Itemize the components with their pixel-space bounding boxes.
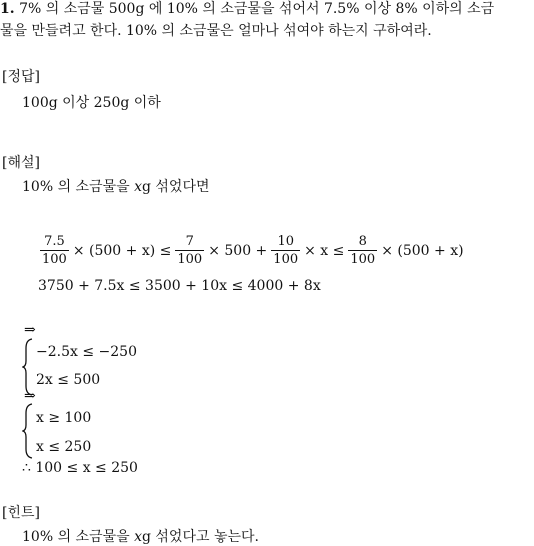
fraction-3: [271, 234, 300, 267]
fraction-3-num: 10: [271, 234, 300, 251]
fraction-4: [348, 234, 377, 267]
case-2a: x ≥ 100: [36, 410, 92, 426]
fraction-1-num: 7.5: [40, 234, 69, 251]
implies-arrow-1: ⇒: [24, 322, 36, 338]
solution-intro: [22, 176, 210, 196]
solution-intro-var: x: [134, 179, 142, 195]
fraction-2-num: 7: [175, 234, 204, 251]
case-1a: −2.5x ≤ −250: [36, 344, 137, 360]
eq1-term-1: × (500 + x) ≤: [72, 242, 172, 259]
solution-intro-pre: 10% 의 소금물을: [22, 179, 135, 195]
solution-intro-post: g 섞었다면: [142, 179, 210, 195]
hint-text-post: g 섞었다고 놓는다.: [142, 529, 259, 545]
problem-text-1: 7% 의 소금물 500g 에 10% 의 소금물을 섞어서 7.5% 이상 8% 이하의 소금: [19, 1, 495, 17]
fraction-3-den: 100: [273, 252, 299, 267]
problem-line-1: [0, 0, 494, 18]
problem-line-2: 물을 만들려고 한다. 10% 의 소금물은 얼마나 섞여야 하는지 구하여라.: [0, 23, 432, 39]
case-2b: x ≤ 250: [36, 439, 92, 455]
fraction-4-den: 100: [350, 252, 376, 267]
equation-2: 3750 + 7.5x ≤ 3500 + 10x ≤ 4000 + 8x: [38, 278, 321, 294]
answer-text: 100g 이상 250g 이하: [22, 95, 161, 111]
equation-1: [38, 234, 466, 267]
implies-arrow-2: ⇒: [24, 388, 36, 404]
fraction-2: [175, 234, 204, 267]
solution-label: [해설]: [2, 155, 40, 171]
eq1-term-4: × (500 + x): [381, 242, 464, 259]
cases-brace-2: [22, 403, 34, 459]
hint-label: [힌트]: [2, 505, 40, 521]
hint-text-pre: 10% 의 소금물을: [22, 529, 135, 545]
fraction-4-num: 8: [348, 234, 377, 251]
eq1-term-3: × x ≤: [304, 242, 345, 259]
hint-text: [22, 526, 259, 546]
hint-text-var: x: [134, 529, 142, 545]
conclusion: ∴ 100 ≤ x ≤ 250: [22, 460, 138, 476]
fraction-2-den: 100: [177, 252, 203, 267]
answer-label: [정답]: [2, 69, 40, 85]
eq1-term-2: × 500 +: [208, 242, 268, 259]
problem-number: 1.: [0, 1, 15, 17]
case-1b: 2x ≤ 500: [36, 372, 101, 388]
fraction-1-den: 100: [42, 252, 67, 267]
fraction-1: [40, 234, 69, 267]
